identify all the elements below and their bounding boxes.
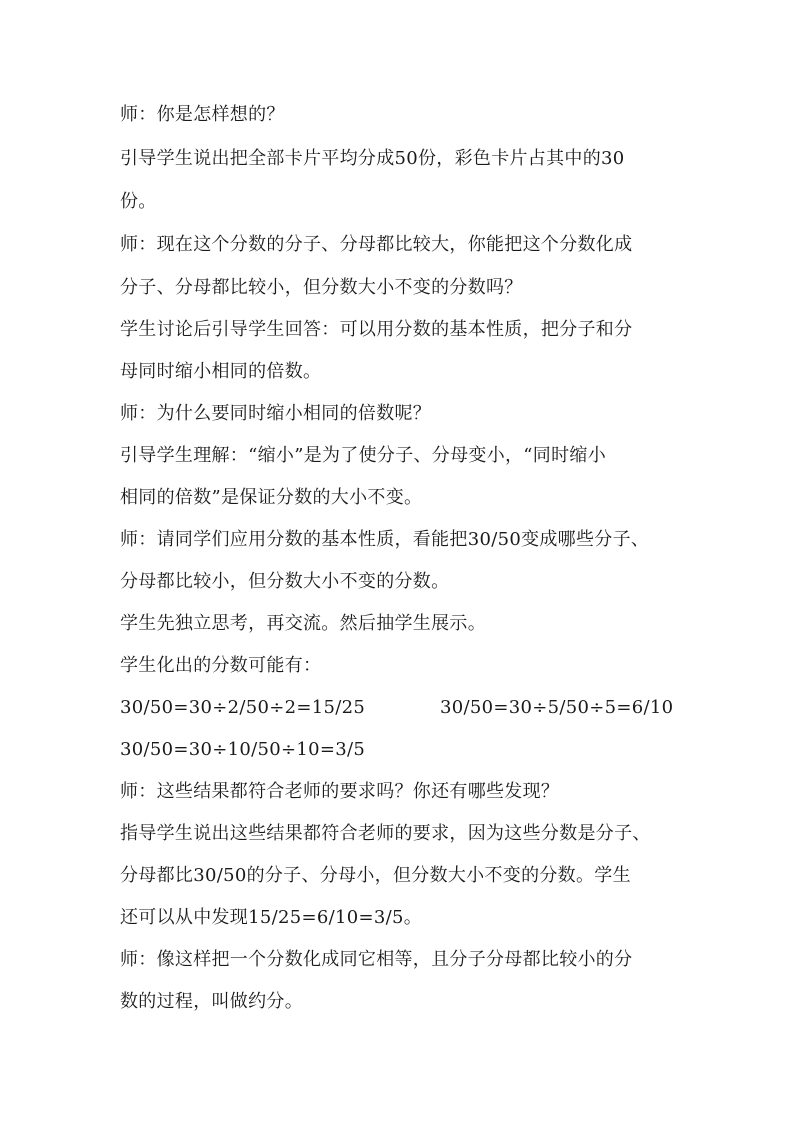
text-line: 引导学生理解：“缩小”是为了使分子、分母变小，“同时缩小 <box>120 445 607 466</box>
text-line: 引导学生说出把全部卡片平均分成50份，彩色卡片占其中的30 <box>120 148 625 169</box>
equation-left: 30/50=30÷2/50÷2=15/25 <box>120 697 366 718</box>
text-line: 师：像这样把一个分数化成同它相等，且分子分母都比较小的分 <box>120 949 633 970</box>
text-line: 学生先独立思考，再交流。然后抽学生展示。 <box>120 613 486 634</box>
text-line: 母同时缩小相同的倍数。 <box>120 361 322 382</box>
text-line: 分母都比较小，但分数大小不变的分数。 <box>120 571 450 592</box>
text-line: 份。 <box>120 191 157 212</box>
text-line: 师：请同学们应用分数的基本性质，看能把30/50变成哪些分子、 <box>120 529 650 550</box>
text-line: 学生化出的分数可能有： <box>120 655 322 676</box>
equation-right: 30/50=30÷5/50÷5=6/10 <box>440 697 674 718</box>
equation-line: 30/50=30÷10/50÷10=3/5 <box>120 739 366 760</box>
text-line: 师：为什么要同时缩小相同的倍数呢？ <box>120 403 432 424</box>
text-line: 分母都比30/50的分子、分母小，但分数大小不变的分数。学生 <box>120 865 631 886</box>
text-line: 师：这些结果都符合老师的要求吗？你还有哪些发现？ <box>120 781 560 802</box>
text-line: 相同的倍数”是保证分数的大小不变。 <box>120 487 423 508</box>
text-line: 分子、分母都比较小，但分数大小不变的分数吗？ <box>120 277 523 298</box>
text-line: 还可以从中发现15/25=6/10=3/5。 <box>120 907 423 928</box>
text-line: 指导学生说出这些结果都符合老师的要求，因为这些分数是分子、 <box>120 823 651 844</box>
text-line: 师：现在这个分数的分子、分母都比较大，你能把这个分数化成 <box>120 234 633 255</box>
text-line: 数的过程，叫做约分。 <box>120 991 303 1012</box>
text-line: 学生讨论后引导学生回答：可以用分数的基本性质，把分子和分 <box>120 319 633 340</box>
text-line: 师：你是怎样想的？ <box>120 104 285 125</box>
